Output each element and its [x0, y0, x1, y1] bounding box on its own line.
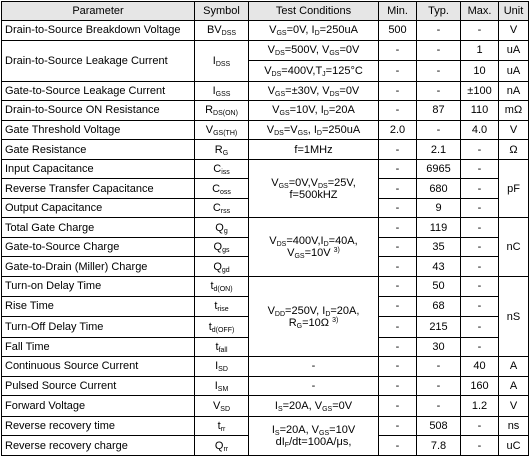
max-cell: 160: [461, 376, 499, 396]
parameter-cell: Gate Resistance: [2, 140, 195, 160]
min-cell: -: [379, 81, 417, 101]
max-cell: 4.0: [461, 120, 499, 140]
typ-cell: 9: [417, 198, 461, 218]
parameter-cell: Drain-to-Source ON Resistance: [2, 101, 195, 121]
parameter-cell: Pulsed Source Current: [2, 376, 195, 396]
typ-cell: -: [417, 120, 461, 140]
max-cell: -: [461, 140, 499, 160]
unit-cell: V: [499, 396, 529, 417]
typ-cell: 6965: [417, 159, 461, 179]
min-cell: -: [379, 396, 417, 417]
condition-cell: $V_{DD}=250V$, $I_D=20A$, $R_G=10\Omega$ $^{3)}$: [249, 276, 379, 356]
min-cell: 2.0: [379, 120, 417, 140]
unit-cell: V: [499, 120, 529, 140]
unit-cell: Ω: [499, 140, 529, 160]
table-row: [2, 357, 529, 377]
table-row: [2, 218, 529, 238]
symbol-cell: $Q_g$: [195, 218, 249, 238]
symbol-cell: $BV_{DSS}$: [195, 21, 249, 41]
table-row: [2, 376, 529, 396]
max-cell: 40: [461, 357, 499, 377]
symbol-cell: $I_{GSS}$: [195, 81, 249, 101]
min-cell: -: [379, 218, 417, 238]
max-cell: ±100: [461, 81, 499, 101]
parameter-cell: Gate Threshold Voltage: [2, 120, 195, 140]
unit-cell: uA: [499, 61, 529, 82]
max-cell: 10: [461, 61, 499, 82]
typ-cell: 35: [417, 237, 461, 257]
header-typ: Typ.: [417, 2, 461, 21]
table-row: [2, 101, 529, 121]
min-cell: -: [379, 101, 417, 121]
header-max: Max.: [461, 2, 499, 21]
unit-cell: nC: [499, 218, 529, 277]
parameter-cell: Output Capacitance: [2, 198, 195, 218]
header-test-conditions: Test Conditions: [249, 2, 379, 21]
min-cell: -: [379, 376, 417, 396]
typ-cell: -: [417, 61, 461, 82]
table-row: [2, 396, 529, 417]
parameter-cell: Input Capacitance: [2, 159, 195, 179]
parameter-cell: Turn-Off Delay Time: [2, 317, 195, 338]
typ-cell: 50: [417, 276, 461, 296]
max-cell: -: [461, 218, 499, 238]
table-row: [2, 120, 529, 140]
typ-cell: 30: [417, 337, 461, 357]
min-cell: -: [379, 179, 417, 199]
unit-cell: A: [499, 357, 529, 377]
max-cell: -: [461, 159, 499, 179]
symbol-cell: $Q_{gs}$: [195, 237, 249, 257]
min-cell: -: [379, 237, 417, 257]
min-cell: -: [379, 159, 417, 179]
typ-cell: -: [417, 21, 461, 41]
min-cell: -: [379, 357, 417, 377]
symbol-cell: $I_{SD}$: [195, 357, 249, 377]
parameter-cell: Gate-to-Drain (Miller) Charge: [2, 257, 195, 277]
table-row: [2, 81, 529, 101]
parameter-cell: Reverse recovery charge: [2, 436, 195, 456]
table-row: [2, 140, 529, 160]
condition-cell: $V_{DS}=400V,T_J=125^\circ C$: [249, 61, 379, 82]
unit-cell: nA: [499, 81, 529, 101]
table-row: [2, 40, 529, 61]
symbol-cell: $t_{d(ON)}$: [195, 276, 249, 296]
symbol-cell: $I_{SM}$: [195, 376, 249, 396]
symbol-cell: $I_{DSS}$: [195, 40, 249, 81]
typ-cell: -: [417, 376, 461, 396]
symbol-cell: $t_{rise}$: [195, 296, 249, 317]
max-cell: -: [461, 436, 499, 456]
condition-cell: $V_{DS}=400V,I_D=40A$, $V_{GS}=10V$ $^{3)}$: [249, 218, 379, 277]
condition-cell: $V_{DS}=500V$, $V_{GS}=0V$: [249, 40, 379, 61]
typ-cell: -: [417, 396, 461, 417]
parameter-cell: Forward Voltage: [2, 396, 195, 417]
max-cell: -: [461, 179, 499, 199]
symbol-cell: $t_{d(OFF)}$: [195, 317, 249, 338]
header-min: Min.: [379, 2, 417, 21]
condition-cell: $V_{GS}=10V$, $I_D=20A$: [249, 101, 379, 121]
max-cell: -: [461, 296, 499, 317]
symbol-cell: $C_{rss}$: [195, 198, 249, 218]
max-cell: -: [461, 21, 499, 41]
typ-cell: 680: [417, 179, 461, 199]
typ-cell: 2.1: [417, 140, 461, 160]
max-cell: -: [461, 416, 499, 436]
unit-cell: nS: [499, 276, 529, 356]
table-row: [2, 276, 529, 296]
min-cell: -: [379, 317, 417, 338]
max-cell: -: [461, 198, 499, 218]
header-unit: Unit: [499, 2, 529, 21]
condition-cell: f=1MHz: [249, 140, 379, 160]
unit-cell: V: [499, 21, 529, 41]
unit-cell: uC: [499, 436, 529, 456]
table-row: [2, 159, 529, 179]
typ-cell: 87: [417, 101, 461, 121]
symbol-cell: $Q_{rr}$: [195, 436, 249, 456]
symbol-cell: $t_{rr}$: [195, 416, 249, 436]
condition-cell: $I_S=20A$, $V_{GS}=0V$: [249, 396, 379, 417]
parameter-cell: Drain-to-Source Leakage Current: [2, 40, 195, 81]
min-cell: -: [379, 257, 417, 277]
max-cell: 1: [461, 40, 499, 61]
max-cell: 1.2: [461, 396, 499, 417]
max-cell: -: [461, 337, 499, 357]
unit-cell: pF: [499, 159, 529, 218]
header-symbol: Symbol: [195, 2, 249, 21]
min-cell: -: [379, 436, 417, 456]
min-cell: -: [379, 416, 417, 436]
unit-cell: A: [499, 376, 529, 396]
condition-cell: -: [249, 376, 379, 396]
typ-cell: -: [417, 81, 461, 101]
condition-cell: $V_{DS}=V_{GS}$, $I_D=250uA$: [249, 120, 379, 140]
typ-cell: 508: [417, 416, 461, 436]
table-row: [2, 416, 529, 436]
typ-cell: -: [417, 357, 461, 377]
unit-cell: uA: [499, 40, 529, 61]
min-cell: -: [379, 337, 417, 357]
min-cell: -: [379, 296, 417, 317]
min-cell: 500: [379, 21, 417, 41]
min-cell: -: [379, 61, 417, 82]
parameter-cell: Turn-on Delay Time: [2, 276, 195, 296]
min-cell: -: [379, 40, 417, 61]
symbol-cell: $V_{GS(TH)}$: [195, 120, 249, 140]
min-cell: -: [379, 276, 417, 296]
min-cell: -: [379, 198, 417, 218]
symbol-cell: $R_G$: [195, 140, 249, 160]
unit-cell: ns: [499, 416, 529, 436]
parameter-cell: Continuous Source Current: [2, 357, 195, 377]
header-row: [2, 2, 529, 21]
typ-cell: -: [417, 40, 461, 61]
table-row: [2, 21, 529, 41]
symbol-cell: $t_{fall}$: [195, 337, 249, 357]
symbol-cell: $C_{iss}$: [195, 159, 249, 179]
symbol-cell: $Q_{gd}$: [195, 257, 249, 277]
header-parameter: Parameter: [2, 2, 195, 21]
typ-cell: 215: [417, 317, 461, 338]
condition-cell: $I_S=20A$, $V_{GS}=10V$ $dI_F/dt=100A/\mu s$,: [249, 416, 379, 455]
parameter-cell: Gate-to-Source Leakage Current: [2, 81, 195, 101]
parameter-cell: Drain-to-Source Breakdown Voltage: [2, 21, 195, 41]
parameter-cell: Total Gate Charge: [2, 218, 195, 238]
symbol-cell: $V_{SD}$: [195, 396, 249, 417]
max-cell: -: [461, 276, 499, 296]
max-cell: -: [461, 317, 499, 338]
unit-cell: mΩ: [499, 101, 529, 121]
symbol-cell: $R_{DS(ON)}$: [195, 101, 249, 121]
condition-cell: $V_{GS}=0V,V_{DS}=25V$, f=500kHZ: [249, 159, 379, 218]
condition-cell: -: [249, 357, 379, 377]
typ-cell: 7.8: [417, 436, 461, 456]
condition-cell: $V_{GS}=\pm 30V$, $V_{DS}=0V$: [249, 81, 379, 101]
parameter-cell: Reverse recovery time: [2, 416, 195, 436]
parameter-cell: Fall Time: [2, 337, 195, 357]
typ-cell: 68: [417, 296, 461, 317]
min-cell: -: [379, 140, 417, 160]
condition-cell: $V_{GS}=0V$, $I_D=250uA$: [249, 21, 379, 41]
typ-cell: 119: [417, 218, 461, 238]
symbol-cell: $C_{oss}$: [195, 179, 249, 199]
max-cell: -: [461, 237, 499, 257]
max-cell: 110: [461, 101, 499, 121]
electrical-characteristics-table: [1, 1, 529, 456]
parameter-cell: Reverse Transfer Capacitance: [2, 179, 195, 199]
typ-cell: 43: [417, 257, 461, 277]
parameter-cell: Gate-to-Source Charge: [2, 237, 195, 257]
max-cell: -: [461, 257, 499, 277]
parameter-cell: Rise Time: [2, 296, 195, 317]
